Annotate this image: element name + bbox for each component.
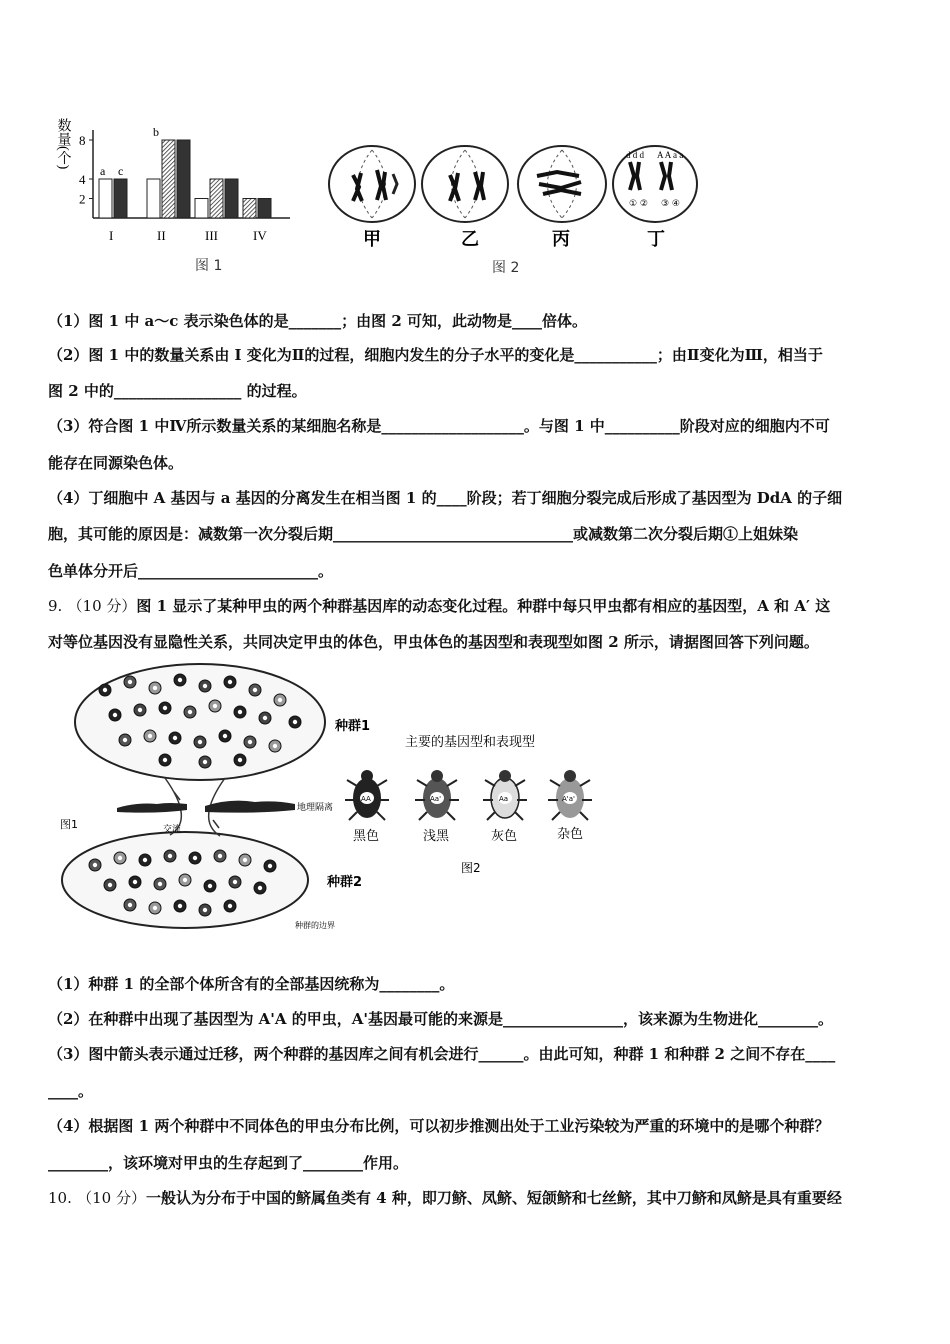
q8-part4-line2: 胞，其可能的原因是：减数第一次分裂后期________________________________或减数第二次分裂后期①上姐妹染 xyxy=(48,525,799,543)
q8-part4-line1: （4）丁细胞中 A 基因与 a 基因的分离发生在相当图 1 的____阶段；若丁细胞分裂完成后形成了基因型为 DdA 的子细 xyxy=(48,489,843,507)
q8-part4-line3: 色单体分开后________________________。 xyxy=(48,562,334,580)
bar-c-IV xyxy=(258,199,271,219)
figure-2-caption: 图 2 xyxy=(492,260,520,276)
svg-text:d d d: d d d xyxy=(626,150,644,160)
beetle-dot-center xyxy=(238,758,242,762)
q10-stem xyxy=(48,1187,908,1209)
beetle-dot-center xyxy=(128,903,132,907)
cell-label-bing: 丙 xyxy=(552,229,570,250)
x-tick-label: I xyxy=(109,228,114,243)
bar-a-I xyxy=(99,179,112,218)
beetle-dot-center xyxy=(293,720,297,724)
y-tick-label: 2 xyxy=(79,191,86,207)
pop1-label: 种群1 xyxy=(335,719,371,734)
beetle-dot-center xyxy=(203,684,207,688)
x-tick-label: II xyxy=(157,228,166,243)
beetle-dot-center xyxy=(168,854,172,858)
beetle-black-icon xyxy=(345,770,389,820)
bar-a-II xyxy=(147,179,160,218)
q9-part2: （2）在种群中出现了基因型为 A'A 的甲虫，A'基因最可能的来源是________________，该来源为生物进化________。 xyxy=(48,1010,833,1028)
q8-part3-line1: （3）符合图 1 中Ⅳ所示数量关系的某细胞名称是___________________。与图 1 中__________阶段对应的细胞内不可 xyxy=(48,417,830,435)
beetle-dot-center xyxy=(253,688,257,692)
beetle-dot-center xyxy=(173,736,177,740)
bar-b-IV xyxy=(243,199,256,219)
beetle-dot-center xyxy=(193,856,197,860)
svg-text:① ②: ① ② xyxy=(629,199,648,209)
beetle-dot-center xyxy=(223,734,227,738)
q8-part2-line1: （2）图 1 中的数量关系由 I 变化为Ⅱ的过程，细胞内发生的分子水平的变化是___________；由Ⅱ变化为Ⅲ，相当于 xyxy=(48,346,823,364)
figure-population-beetles xyxy=(55,660,615,945)
q10-score: （10 分） xyxy=(77,1189,146,1207)
beetle-dot-center xyxy=(103,688,107,692)
boundary-label: 种群的边界 xyxy=(295,921,335,930)
figure-2-cells xyxy=(325,140,705,285)
beetle-dot-center xyxy=(163,706,167,710)
beetle-dot-center xyxy=(93,863,97,867)
bar-c-II xyxy=(177,140,190,218)
svg-text:③ ④: ③ ④ xyxy=(661,199,680,209)
beetle-dot-center xyxy=(153,906,157,910)
bar-b-III xyxy=(210,179,223,218)
q8-part3-line2: 能存在同源染色体。 xyxy=(48,454,184,472)
beetle-dot-center xyxy=(138,708,142,712)
figure-1-chart xyxy=(55,110,300,285)
fig1-left-label: 图1 xyxy=(60,818,78,831)
beetle-dot-center xyxy=(238,710,242,714)
cell-label-ding: 丁 xyxy=(647,229,665,250)
exchange-label: 交流 xyxy=(163,825,182,835)
cell-label-jia: 甲 xyxy=(363,229,381,250)
bar-b-II xyxy=(162,140,175,218)
beetle-mixed-icon xyxy=(548,770,592,820)
beetle-dot-center xyxy=(248,740,252,744)
beetle-dot-center xyxy=(163,758,167,762)
q9-score: （10 分） xyxy=(67,597,137,615)
beetle-dot-center xyxy=(203,908,207,912)
fig2-caption: 图2 xyxy=(461,861,481,875)
beetle-dot-center xyxy=(258,886,262,890)
genotype-a-prime-a-prime: A'a' xyxy=(562,795,575,803)
beetle-dot-center xyxy=(228,680,232,684)
bar-c-III xyxy=(225,179,238,218)
q8-part2-line2: 图 2 中的_________________ 的过程。 xyxy=(48,382,307,400)
beetle-dot-center xyxy=(268,864,272,868)
figure-1-caption: 图 1 xyxy=(195,258,223,274)
beetle-dot-center xyxy=(243,858,247,862)
q10-number: 10. xyxy=(48,1189,72,1207)
beetle-dot-center xyxy=(203,760,207,764)
beetle-dot-center xyxy=(188,710,192,714)
q9-part4-line1: （4）根据图 1 两个种群中不同体色的甲虫分布比例，可以初步推测出处于工业污染较为严重的环境中的是哪个种群？ xyxy=(48,1117,830,1135)
beetle-dot-center xyxy=(263,716,267,720)
cell-ding xyxy=(613,146,697,222)
beetle-dot-center xyxy=(278,698,282,702)
beetle-dot-center xyxy=(273,744,277,748)
genotype-aa: AA xyxy=(361,795,371,803)
q8-part1: （1）图 1 中 a～c 表示染色体的是_______；由图 2 可知，此动物是____倍体。 xyxy=(48,312,587,330)
q9-part4-line2: ________，该环境对甲虫的生存起到了________作用。 xyxy=(48,1154,409,1172)
y-tick-label: 4 xyxy=(79,172,86,187)
beetle-dot-center xyxy=(198,740,202,744)
q9-stem-a: 图 1 显示了某种甲虫的两个种群基因库的动态变化过程。种群中每只甲虫都有相应的基因型，A 和 A′ 这 xyxy=(136,597,831,615)
beetle-dot-center xyxy=(108,883,112,887)
phenotype-darkgray: 浅黑 xyxy=(423,829,450,844)
q9-number: 9. xyxy=(48,597,63,615)
q9-stem-line2: 对等位基因没有显隐性关系，共同决定甲虫的体色，甲虫体色的基因型和表现型如图 2 所示，请据图回答下列问题。 xyxy=(48,633,819,651)
y-tick-label: 8 xyxy=(79,133,86,148)
beetle-dot-center xyxy=(148,734,152,738)
series-label-b: b xyxy=(153,125,159,139)
beetle-dot-center xyxy=(143,858,147,862)
genotype-aa-prime: Aa' xyxy=(430,795,442,803)
beetle-darkgray-icon xyxy=(415,770,459,820)
barrier-label: 地理隔离 xyxy=(297,803,334,813)
beetle-dot-center xyxy=(218,854,222,858)
beetle-dot-center xyxy=(178,904,182,908)
beetle-dot-center xyxy=(123,738,127,742)
pop2-label: 种群2 xyxy=(327,875,363,890)
bar-c-I xyxy=(114,179,127,218)
x-tick-label: III xyxy=(205,228,218,243)
series-label-c: c xyxy=(118,164,124,178)
q9-stem-line1 xyxy=(48,595,908,617)
q9-part3-line1: （3）图中箭头表示通过迁移，两个种群的基因库之间有机会进行______。由此可知，种群 1 和种群 2 之间不存在____ xyxy=(48,1045,836,1063)
q10-stem-text: 一般认为分布于中国的鲚属鱼类有 4 种，即刀鲚、凤鲚、短颌鲚和七丝鲚，其中刀鲚和凤鲚是具有重要经 xyxy=(145,1189,842,1207)
beetle-dot-center xyxy=(183,878,187,882)
x-tick-label: IV xyxy=(253,228,267,243)
cell-label-yi: 乙 xyxy=(461,229,479,250)
cell-jia xyxy=(329,146,415,222)
beetle-dot-center xyxy=(133,880,137,884)
phenotype-gray: 灰色 xyxy=(491,829,518,844)
series-label-a: a xyxy=(100,164,106,178)
cell-yi xyxy=(422,146,508,222)
beetle-dot-center xyxy=(213,704,217,708)
phenotype-black: 黑色 xyxy=(353,829,380,844)
beetle-dot-center xyxy=(233,880,237,884)
bar-a-III xyxy=(195,199,208,219)
legend-title: 主要的基因型和表现型 xyxy=(405,735,536,750)
q9-part3-line2: ____。 xyxy=(48,1082,94,1100)
q9-part1: （1）种群 1 的全部个体所含有的全部基因统称为________。 xyxy=(48,975,455,993)
svg-text:A A a a: A A a a xyxy=(657,150,684,160)
beetle-dot-center xyxy=(228,904,232,908)
beetle-dot-center xyxy=(208,884,212,888)
beetle-dot-center xyxy=(153,686,157,690)
cell-bing xyxy=(518,146,606,222)
beetle-gray-icon xyxy=(483,770,527,820)
beetle-dot-center xyxy=(128,680,132,684)
genotype-aa-small: Aa xyxy=(499,795,509,803)
beetle-dot-center xyxy=(178,678,182,682)
y-axis-label: 数量(个) xyxy=(55,118,71,170)
phenotype-mixed: 杂色 xyxy=(557,827,584,842)
beetle-dot-center xyxy=(113,713,117,717)
beetle-dot-center xyxy=(118,856,122,860)
beetle-dot-center xyxy=(158,882,162,886)
